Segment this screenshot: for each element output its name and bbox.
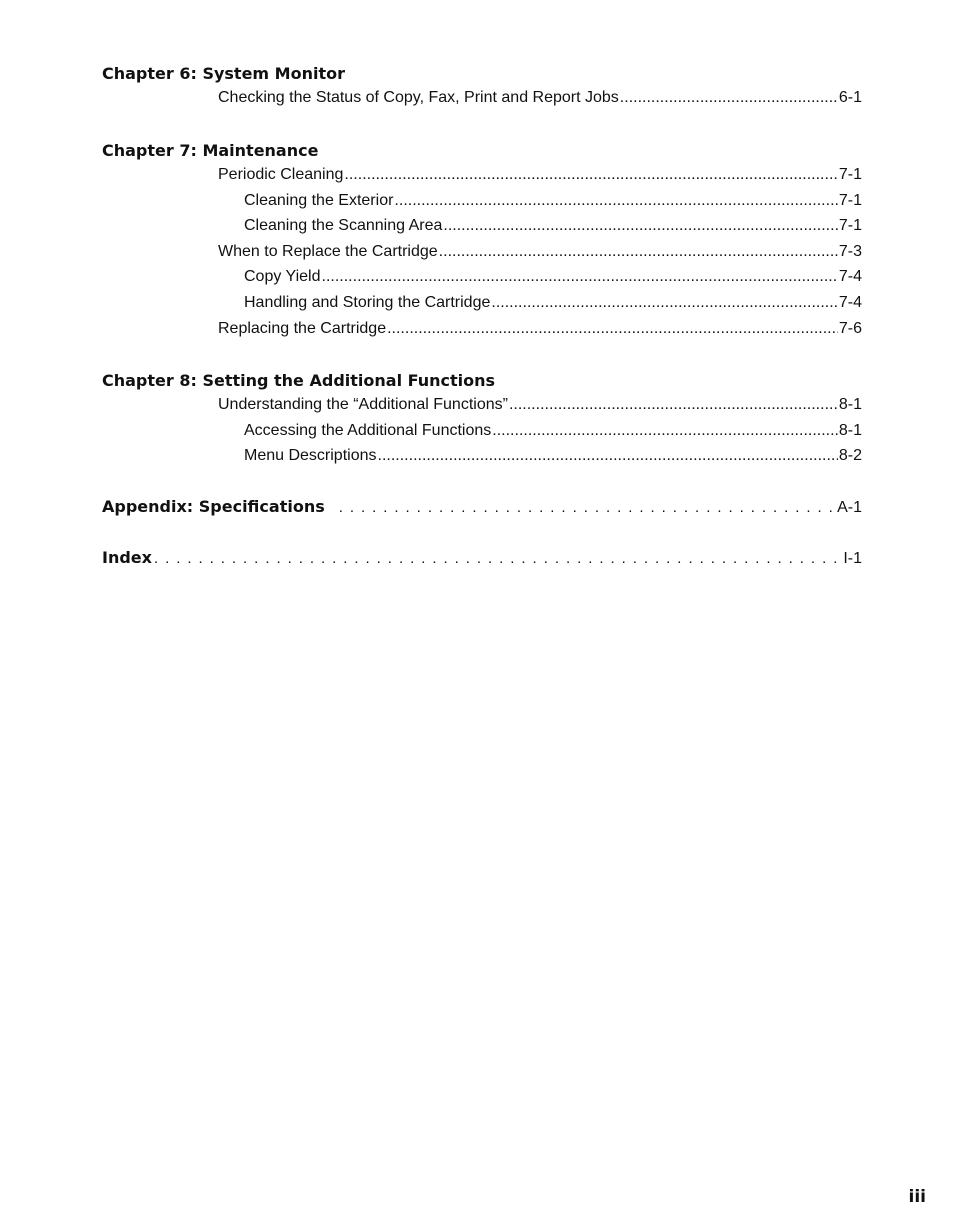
toc-entry-label: Periodic Cleaning xyxy=(218,166,344,183)
toc-entry-label: When to Replace the Cartridge xyxy=(218,242,438,260)
toc-entry-page: 8-1 xyxy=(838,421,862,439)
toc-entry[interactable] xyxy=(218,392,862,418)
dot-leader xyxy=(491,290,838,316)
dot-leader xyxy=(492,418,838,444)
chapter-heading: Chapter 6: System Monitor xyxy=(102,64,345,83)
toc-entry-page: 8-1 xyxy=(838,396,862,413)
toc-entry-page: 7-3 xyxy=(838,242,862,260)
dot-leader xyxy=(387,316,838,342)
page-folio: iii xyxy=(908,1187,926,1207)
toc-entry[interactable] xyxy=(218,316,862,342)
appendix-label: Appendix: Specifications xyxy=(102,497,325,516)
toc-entry-page: 7-1 xyxy=(838,166,862,183)
dot-leader xyxy=(154,550,839,567)
toc-entry-page: 7-4 xyxy=(838,268,862,286)
toc-entry-label: Menu Descriptions xyxy=(244,447,377,465)
chapter-6-section xyxy=(102,63,862,111)
toc-index-entry[interactable] xyxy=(102,548,862,568)
dot-leader xyxy=(509,392,838,418)
chapter-8-section xyxy=(102,370,862,469)
toc-subentry[interactable] xyxy=(244,188,862,214)
index-label: Index xyxy=(102,548,152,567)
toc-entry-page: 8-2 xyxy=(838,447,862,465)
toc-appendix-entry[interactable] xyxy=(102,497,862,517)
dot-leader xyxy=(443,213,838,239)
dot-leader xyxy=(439,239,838,265)
toc-entry-label: Cleaning the Scanning Area xyxy=(244,217,443,235)
toc-entry-page: 7-1 xyxy=(838,217,862,235)
dot-leader xyxy=(322,264,838,290)
toc-entry[interactable] xyxy=(218,162,862,188)
toc-subentry[interactable] xyxy=(244,443,862,469)
appendix-page: A-1 xyxy=(837,499,862,516)
toc-entry-page: 7-6 xyxy=(838,319,862,337)
dot-leader xyxy=(378,443,838,469)
chapter-heading: Chapter 8: Setting the Additional Functions xyxy=(102,371,496,390)
dot-leader xyxy=(339,499,833,516)
dot-leader xyxy=(344,162,837,188)
dot-leader xyxy=(394,188,837,214)
toc-entry-page: 6-1 xyxy=(838,89,862,106)
toc-entry-label: Checking the Status of Copy, Fax, Print and Report Jobs xyxy=(218,89,619,106)
toc-entry-label: Replacing the Cartridge xyxy=(218,319,387,337)
toc-subentry[interactable] xyxy=(244,418,862,444)
toc-entry[interactable] xyxy=(218,239,862,265)
dot-leader xyxy=(620,85,838,111)
toc-entry[interactable] xyxy=(218,85,862,111)
toc-subentry[interactable] xyxy=(244,213,862,239)
index-page: I-1 xyxy=(843,550,862,567)
chapter-7-section xyxy=(102,140,862,341)
chapter-heading: Chapter 7: Maintenance xyxy=(102,141,319,160)
toc-entry-label: Handling and Storing the Cartridge xyxy=(244,293,491,311)
toc-entry-label: Cleaning the Exterior xyxy=(244,191,394,209)
toc-entry-page: 7-1 xyxy=(838,191,862,209)
toc-entry-page: 7-4 xyxy=(838,293,862,311)
toc-entry-label: Understanding the “Additional Functions” xyxy=(218,396,508,413)
toc-entry-label: Accessing the Additional Functions xyxy=(244,421,492,439)
toc-entry-label: Copy Yield xyxy=(244,268,321,286)
toc-subentry[interactable] xyxy=(244,264,862,290)
toc-subentry[interactable] xyxy=(244,290,862,316)
